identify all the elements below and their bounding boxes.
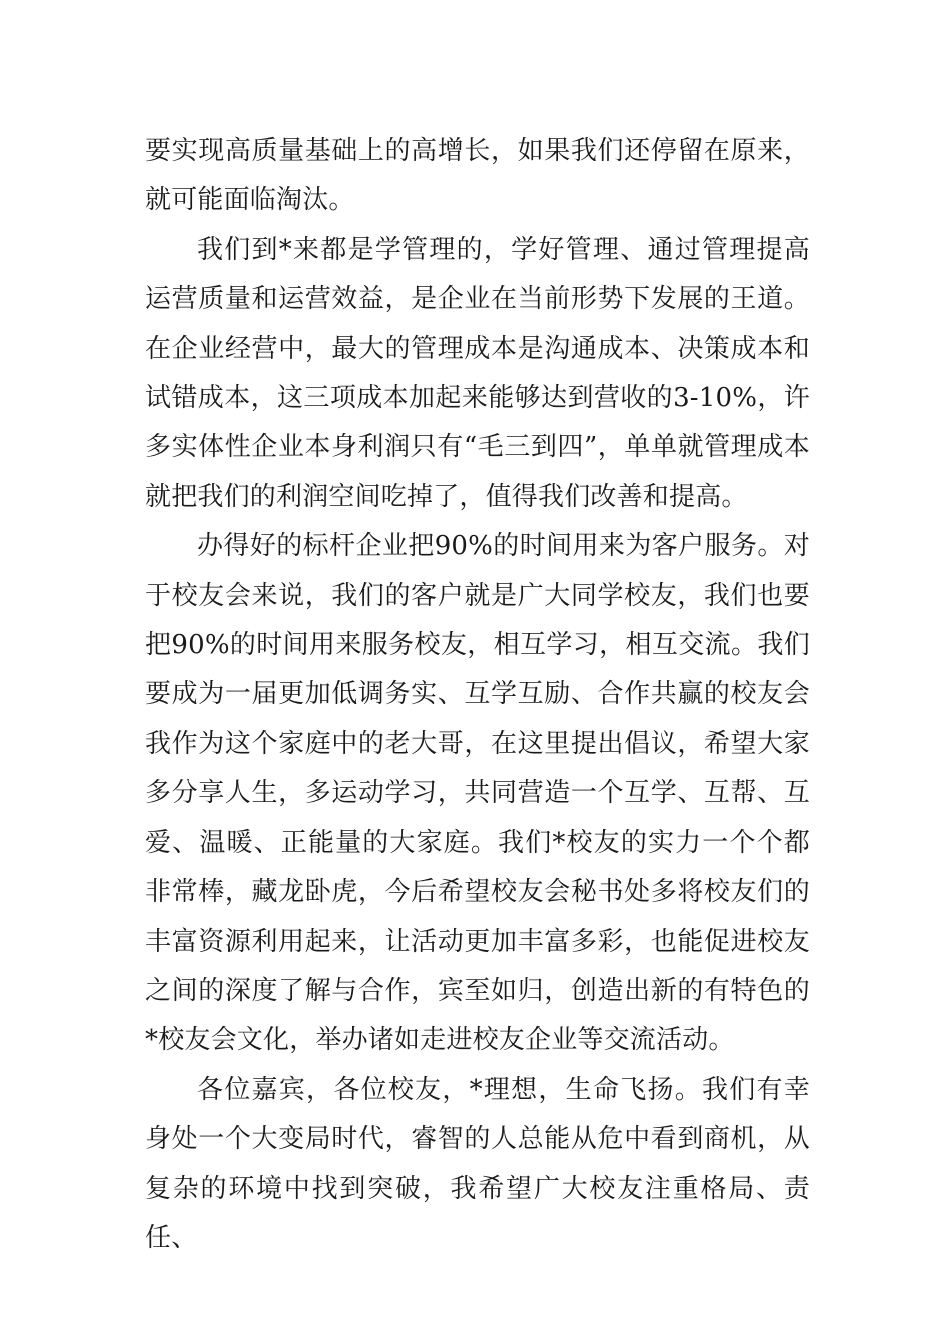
body-text: [145, 127, 810, 1263]
paragraph-closing: 各位嘉宾，各位校友，*理想，生命飞扬。我们有幸身处一个大变局时代，睿智的人总能从危中看到商机，从复杂的环境中找到突破，我希望广大校友注重格局、责任、: [145, 1074, 810, 1253]
paragraph-management: 我们到*来都是学管理的，学好管理、通过管理提高运营质量和运营效益，是企业在当前形势下发展的王道。在企业经营中，最大的管理成本是沟通成本、决策成本和试错成本，这三项成本加起来能够达到营收的3-10%，许多实体性企业本身利润只有“毛三到四”，单单就管理成本就把我们的利润空间吃掉了，值得我们改善和提高。: [145, 234, 810, 512]
paragraph-alumni-service: 办得好的标杆企业把90%的时间用来为客户服务。对于校友会来说，我们的客户就是广大同学校友，我们也要把90%的时间用来服务校友，相互学习，相互交流。我们要成为一届更加低调务实、互学互励、合作共赢的校友会我作为这个家庭中的老大哥，在这里提出倡议，希望大家多分享人生，多运动学习，共同营造一个互学、互帮、互爱、温暖、正能量的大家庭。我们*校友的实力一个个都非常棒，藏龙卧虎，今后希望校友会秘书处多将校友们的丰富资源利用起来，让活动更加丰富多彩，也能促进校友之间的深度了解与合作，宾至如归，创造出新的有特色的*校友会文化，举办诸如走进校友企业等交流活动。: [145, 531, 810, 1056]
paragraph-continuation: 要实现高质量基础上的高增长，如果我们还停留在原来，就可能面临淘汰。: [145, 136, 810, 216]
